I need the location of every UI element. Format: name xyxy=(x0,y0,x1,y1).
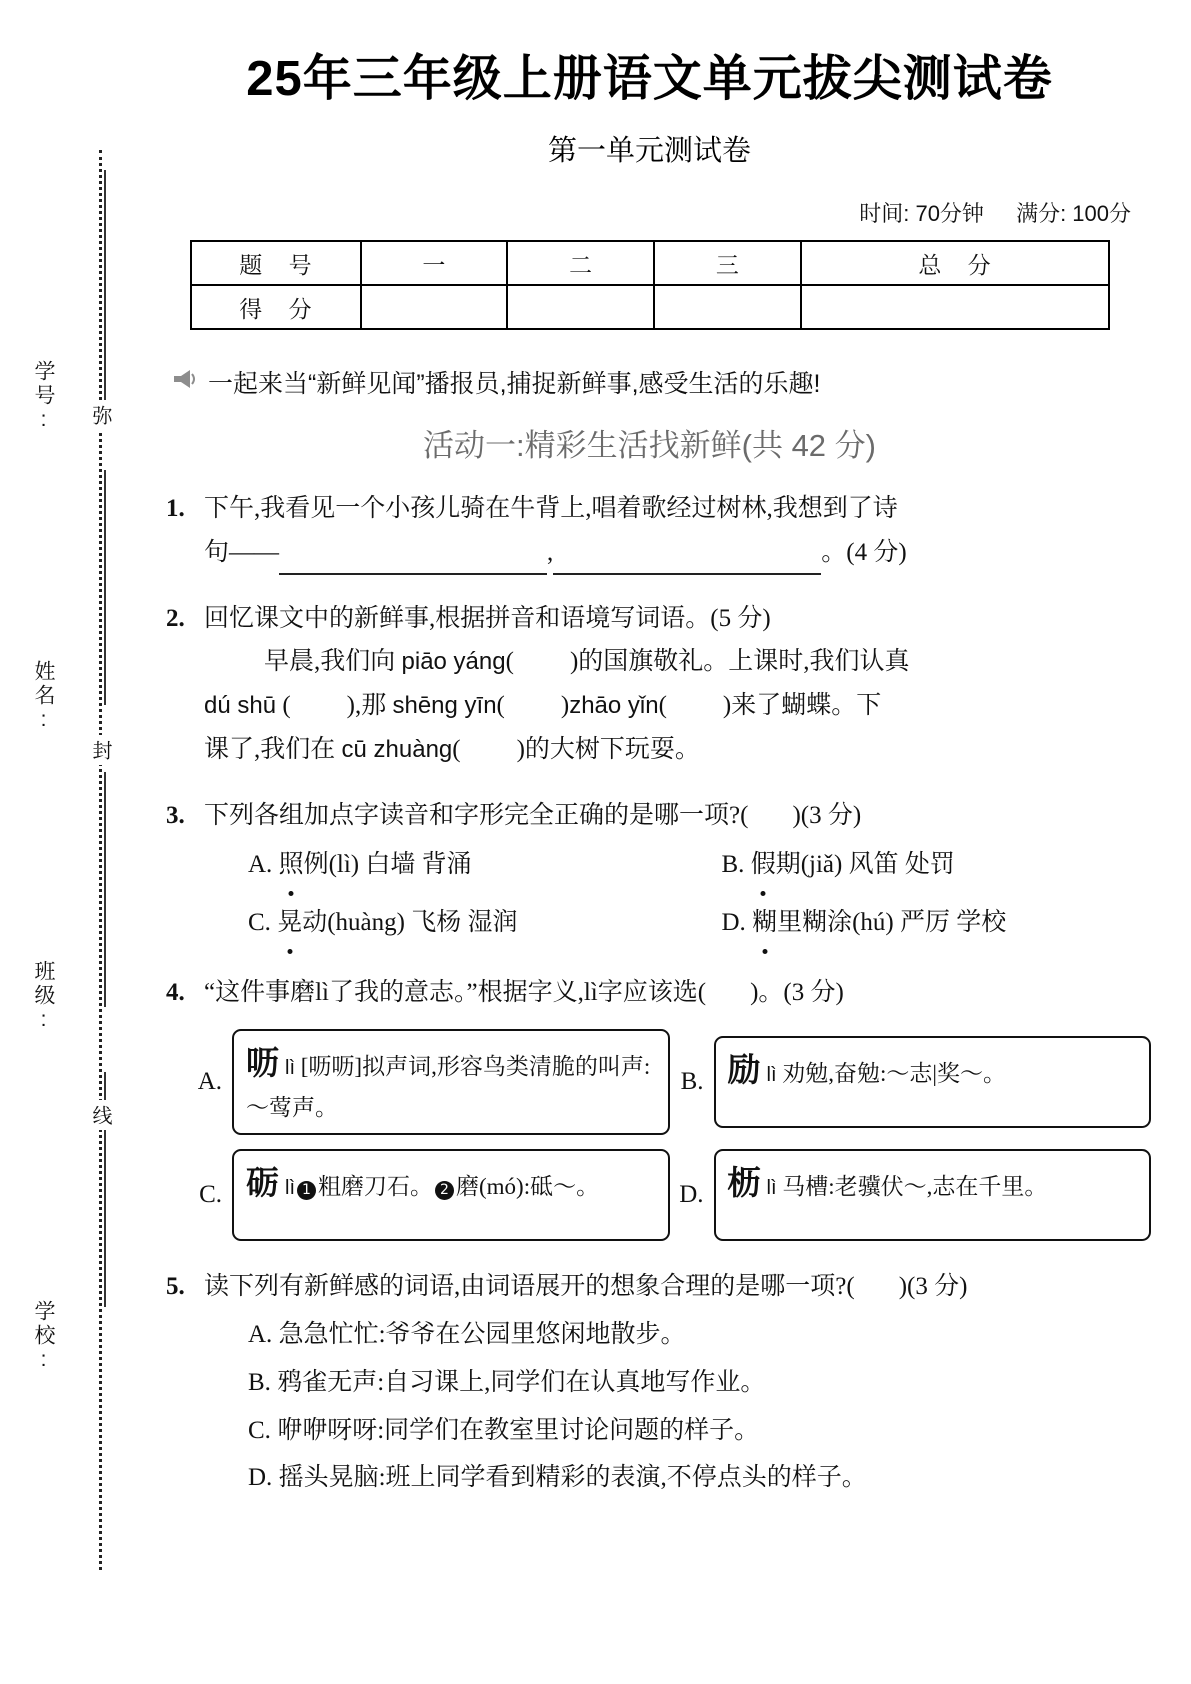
question-2-pinyin-zhaoyin: zhāo yǐn xyxy=(569,692,659,719)
dict-a-char: 呖 xyxy=(246,1045,279,1082)
dict-c-definition-2: 磨(mó):砥～。 xyxy=(456,1174,600,1200)
score-table xyxy=(190,240,1110,330)
question-2-mid-1: )的国旗敬礼。上课时,我们认真 xyxy=(569,648,910,676)
question-2-pinyin-cuzhuang: cū zhuàng xyxy=(341,735,453,763)
seal-rule-1 xyxy=(104,170,106,405)
question-3 xyxy=(148,794,1151,945)
dictionary-option-a[interactable] xyxy=(188,1029,670,1136)
question-2-tail-3: )的大树下玩耍。 xyxy=(516,735,700,763)
question-3-score: )(3 分) xyxy=(792,801,862,829)
dict-a-definition: [呖呖]拟声词,形容鸟类清脆的叫声:～莺声。 xyxy=(246,1053,651,1120)
dict-d-pinyin: lì xyxy=(766,1177,777,1200)
question-2 xyxy=(148,597,1151,772)
dictionary-row-1 xyxy=(148,1029,1151,1136)
intro-text: 一起来当“新鲜见闻”播报员,捕捉新鲜事,感受生活的乐趣! xyxy=(208,370,821,398)
score-cell-1[interactable] xyxy=(361,285,508,329)
option-b-dotted-char: 假 xyxy=(751,843,776,887)
dict-b-box xyxy=(714,1036,1152,1128)
question-4 xyxy=(148,971,1151,1015)
seal-word-xian: 线 xyxy=(86,1100,115,1130)
question-4-number: 4. xyxy=(166,978,185,1006)
dict-b-char: 励 xyxy=(727,1052,761,1089)
question-5-option-d[interactable] xyxy=(204,1456,1151,1500)
q5-option-b-label: B. xyxy=(248,1368,271,1396)
question-5-number: 5. xyxy=(166,1273,185,1301)
dict-c-pinyin: lì xyxy=(285,1177,295,1200)
dict-d-definition: 马槽:老骥伏～,志在千里。 xyxy=(782,1174,1048,1200)
option-a-rest: 例(lì) 白墙 背涌 xyxy=(303,851,472,879)
question-3-stem-wrap xyxy=(204,794,1151,838)
question-2-mid-2: ),那 xyxy=(346,692,393,719)
option-a-dotted-char: 照 xyxy=(279,843,304,887)
exam-sheet xyxy=(130,0,1191,1684)
time-label: 时间: 70分钟 xyxy=(859,201,984,226)
dict-b-label: B. xyxy=(680,1067,704,1095)
question-1 xyxy=(148,487,1151,575)
sidebar-label-student-id: 学号: xyxy=(32,360,55,434)
dict-c-box xyxy=(232,1149,670,1241)
score-header-4: 总 分 xyxy=(801,241,1109,285)
dict-c-badge-1: 1 xyxy=(297,1181,316,1200)
question-1-blank-1[interactable] xyxy=(279,545,547,575)
dict-a-box xyxy=(232,1029,670,1136)
page-title: 25年三年级上册语文单元拔尖测试卷 xyxy=(246,52,1053,106)
dict-d-box xyxy=(714,1149,1152,1241)
score-header-0: 题 号 xyxy=(191,241,361,285)
q5-option-c-text: 咿咿呀呀:同学们在教室里讨论问题的样子。 xyxy=(277,1416,760,1444)
dict-d-char: 枥 xyxy=(727,1166,761,1203)
question-1-blank-2[interactable] xyxy=(553,545,821,575)
table-row-headers xyxy=(191,241,1109,285)
seal-word-feng: 封 xyxy=(86,735,115,765)
question-2-stem-wrap xyxy=(204,597,1151,641)
score-row-label: 得 分 xyxy=(191,285,361,329)
question-2-line-3: 课了,我们在 cū zhuàng( )的大树下玩耍。 xyxy=(204,735,700,763)
question-2-mid-3: ) xyxy=(560,692,570,719)
score-cell-4[interactable] xyxy=(801,285,1109,329)
dictionary-row-2 xyxy=(148,1149,1151,1241)
question-5-score: )(3 分) xyxy=(898,1273,968,1301)
option-b-label: B. xyxy=(721,851,745,879)
score-header-2: 二 xyxy=(507,241,654,285)
q5-option-d-label: D. xyxy=(248,1464,273,1492)
dict-c-char: 砺 xyxy=(246,1166,279,1203)
question-5-stem: 读下列有新鲜感的词语,由词语展开的想象合理的是哪一项?( xyxy=(204,1273,855,1301)
dictionary-option-d[interactable] xyxy=(670,1149,1152,1241)
question-1-number: 1. xyxy=(166,495,185,522)
seal-rule-2 xyxy=(104,470,106,705)
question-5 xyxy=(148,1265,1151,1500)
option-c-dotted-char: 晃 xyxy=(277,901,302,945)
question-2-tail-2: )来了蝴蝶。下 xyxy=(722,692,882,719)
question-2-pinyin-shengyin: shēng yīn xyxy=(392,692,497,719)
dict-c-badge-2: 2 xyxy=(435,1181,454,1200)
question-5-option-b[interactable] xyxy=(204,1361,1151,1405)
q5-option-c-label: C. xyxy=(248,1416,271,1444)
q5-option-d-text: 摇头晃脑:班上同学看到精彩的表演,不停点头的样子。 xyxy=(278,1464,867,1492)
question-3-stem: 下列各组加点字读音和字形完全正确的是哪一项?( xyxy=(204,801,749,829)
question-2-pinyin-piaoyang: piāo yáng xyxy=(401,648,506,676)
full-score-label: 满分: 100分 xyxy=(1016,201,1131,226)
dict-c-definition-1: 粗磨刀石。 xyxy=(318,1174,433,1200)
question-2-number: 2. xyxy=(166,604,185,632)
activity-heading: 活动一:精彩生活找新鲜(共 42 分) xyxy=(423,428,876,463)
option-d-label: D. xyxy=(721,909,746,936)
q5-option-b-text: 鸦雀无声:自习课上,同学们在认真地写作业。 xyxy=(277,1368,766,1396)
question-5-option-c[interactable] xyxy=(204,1409,1151,1453)
option-b-rest: 期(jiǎ) 风笛 处罚 xyxy=(775,851,955,879)
question-3-option-c[interactable] xyxy=(204,901,678,945)
question-2-line-1: 早晨,我们向 piāo yáng( )的国旗敬礼。上课时,我们认真 xyxy=(264,648,910,676)
sidebar-label-name: 姓名: xyxy=(32,660,55,734)
dictionary-option-c[interactable] xyxy=(188,1149,670,1241)
option-c-rest: 动(huàng) 飞杨 湿润 xyxy=(302,909,518,936)
dict-c-label: C. xyxy=(199,1181,222,1209)
question-4-score: )。(3 分) xyxy=(750,978,844,1006)
option-d-dotted-char: 糊 xyxy=(752,901,777,945)
sealing-column xyxy=(0,0,130,1684)
question-1-separator: , xyxy=(547,538,554,566)
seal-dotted-line xyxy=(99,150,102,1570)
q5-option-a-label: A. xyxy=(248,1321,273,1349)
page-subtitle: 第一单元测试卷 xyxy=(547,135,751,167)
dict-b-definition: 劝勉,奋勉:～志|奖～。 xyxy=(782,1060,1006,1086)
question-3-options-row-1 xyxy=(204,843,1151,887)
dict-a-pinyin: lì xyxy=(285,1056,295,1079)
question-5-stem-wrap xyxy=(204,1265,1151,1309)
question-3-option-b[interactable] xyxy=(678,843,1152,887)
table-row-scores xyxy=(191,285,1109,329)
sidebar-label-school: 学校: xyxy=(32,1300,55,1374)
intro-banner xyxy=(148,364,1151,400)
score-header-3: 三 xyxy=(654,241,801,285)
question-1-score: (4 分) xyxy=(846,538,907,566)
question-2-stem: 回忆课文中的新鲜事,根据拼音和语境写词语。 xyxy=(204,604,711,632)
question-1-text-b: 句—— xyxy=(204,538,280,566)
option-c-label: C. xyxy=(248,909,271,936)
question-4-stem: “这件事磨lì了我的意志。”根据字义,lì字应该选( xyxy=(204,978,707,1006)
question-3-options-row-2 xyxy=(204,901,1151,945)
seal-word-mi: 弥 xyxy=(86,400,115,430)
dict-d-label: D. xyxy=(679,1181,704,1209)
megaphone-icon xyxy=(172,368,198,397)
option-d-rest: 里糊涂(hú) 严厉 学校 xyxy=(777,909,1007,936)
question-2-score: (5 分) xyxy=(710,604,771,632)
question-3-number: 3. xyxy=(166,801,185,829)
sidebar-label-class: 班级: xyxy=(32,960,55,1034)
question-2-pre-1: 早晨,我们向 xyxy=(264,648,402,676)
question-3-option-a[interactable] xyxy=(204,843,678,887)
question-2-pre-3: 课了,我们在 xyxy=(204,735,342,763)
dict-b-pinyin: lì xyxy=(766,1063,777,1086)
q5-option-a-text: 急急忙忙:爷爷在公园里悠闲地散步。 xyxy=(278,1321,686,1349)
question-1-text-a: 下午,我看见一个小孩儿骑在牛背上,唱着歌经过树林,我想到了诗 xyxy=(204,495,898,522)
score-header-1: 一 xyxy=(361,241,508,285)
option-a-label: A. xyxy=(248,851,273,879)
dict-a-label: A. xyxy=(197,1067,222,1095)
score-cell-3[interactable] xyxy=(654,285,801,329)
question-3-option-d[interactable] xyxy=(678,901,1152,945)
question-2-line-2: dú shū ( ),那 shēng yīn( )zhāo yǐn( )来了蝴蝶。下 xyxy=(204,692,882,719)
exam-meta xyxy=(148,197,1151,228)
question-1-tail: 。 xyxy=(821,538,847,566)
question-2-pinyin-dushu: dú shū xyxy=(204,692,277,719)
seal-rule-3 xyxy=(104,772,106,1007)
score-cell-2[interactable] xyxy=(507,285,654,329)
dictionary-option-b[interactable] xyxy=(670,1029,1152,1136)
question-5-option-a[interactable] xyxy=(204,1313,1151,1357)
question-4-stem-wrap xyxy=(204,971,1151,1015)
